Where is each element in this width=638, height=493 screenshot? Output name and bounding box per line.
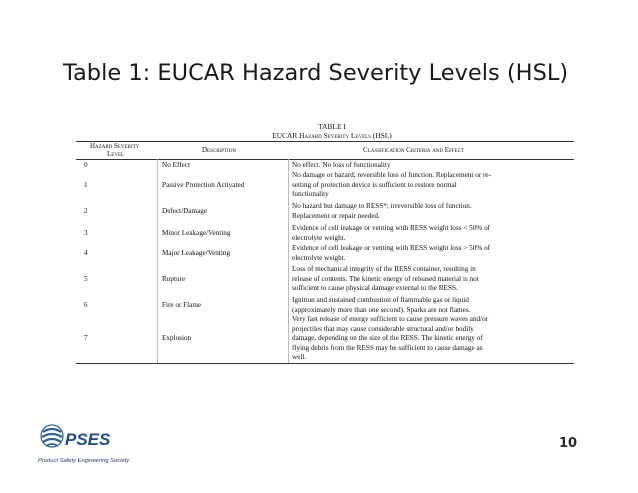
- cell-criteria-line: No effect. No loss of functionality: [292, 161, 391, 169]
- cell-criteria-line: flying debris from the RESS may be sufficient to cause damage as: [292, 343, 483, 352]
- cell-criteria-line: sufficient to cause physical damage external to the RESS.: [292, 284, 458, 293]
- header-level-line2: Level: [107, 150, 125, 158]
- cell-level: 7: [84, 334, 88, 343]
- page-number: 10: [559, 436, 578, 451]
- cell-level: 4: [84, 248, 88, 257]
- globe-icon: [41, 425, 63, 447]
- slide-title: Table 1: EUCAR Hazard Severity Levels (HSL): [63, 60, 569, 86]
- cell-criteria-line: Loss of mechanical integrity of the RESS container, resulting in: [292, 265, 476, 273]
- logo-name: PSES: [65, 430, 111, 449]
- cell-description: Rupture: [162, 274, 186, 283]
- logo-tagline: Product Safety Engineering Society: [38, 458, 130, 464]
- column-divider: [288, 159, 289, 363]
- cell-level: 0: [84, 161, 88, 169]
- cell-criteria-line: release of contents. The kinetic energy of released material is not: [292, 274, 479, 283]
- table-top-rule: [76, 141, 574, 142]
- cell-description: Minor Leakage/Venting: [162, 228, 231, 237]
- table-caption-title: EUCAR Hazard Severity Levels (HSL): [272, 131, 392, 140]
- cell-criteria-line: functionality: [292, 190, 329, 199]
- cell-criteria-line: No damage or hazard; reversible loss of function. Replacement or re-: [292, 171, 491, 179]
- cell-criteria-line: No hazard but damage to RESS*; irreversible loss of function.: [292, 202, 472, 210]
- cell-criteria-line: Ignition and sustained combustion of flammable gas or liquid: [292, 296, 469, 304]
- cell-criteria-line: (approximately more than one second). Sparks are not flames.: [292, 305, 471, 314]
- cell-level: 5: [84, 274, 88, 283]
- cell-criteria-line: electrolyte weight.: [292, 253, 346, 262]
- cell-criteria-line: setting of protection device is sufficient to restore normal: [292, 180, 457, 189]
- cell-level: 3: [84, 228, 88, 237]
- cell-description: Fire or Flame: [162, 300, 202, 309]
- cell-description: Explosion: [162, 334, 192, 343]
- cell-criteria-line: Very fast release of energy sufficient to cause pressure waves and/or: [292, 315, 489, 323]
- cell-criteria-line: electrolyte weight.: [292, 233, 346, 242]
- cell-criteria-line: Replacement or repair needed.: [292, 211, 380, 220]
- cell-description: No Effect: [162, 161, 191, 169]
- cell-criteria-line: well.: [292, 353, 307, 362]
- cell-description: Major Leakage/Venting: [162, 248, 231, 257]
- cell-description: Passive Protection Activated: [162, 180, 245, 189]
- header-description: Description: [202, 146, 236, 154]
- cell-description: Defect/Damage: [162, 206, 208, 215]
- cell-level: 6: [84, 300, 88, 309]
- table-header-rule: [76, 159, 574, 160]
- table-caption-number: TABLE I: [318, 122, 346, 131]
- cell-criteria-line: Evidence of cell leakage or venting with RESS weight loss < 50% of: [292, 224, 491, 232]
- column-divider: [157, 159, 158, 363]
- table-bottom-rule: [76, 363, 574, 364]
- header-criteria: Classification Criteria and Effect: [363, 146, 465, 154]
- pses-logo: [38, 418, 168, 468]
- cell-level: 2: [84, 206, 88, 215]
- cell-criteria-line: projectiles that may cause considerable structural and/or bodily: [292, 324, 474, 333]
- header-level-line1: Hazard Severity: [90, 142, 140, 150]
- cell-criteria-line: Evidence of cell leakage or venting with RESS weight loss > 50% of: [292, 244, 491, 252]
- cell-criteria-line: damage, depending on the size of the RESS. The kinetic energy of: [292, 334, 483, 343]
- cell-level: 1: [84, 180, 88, 189]
